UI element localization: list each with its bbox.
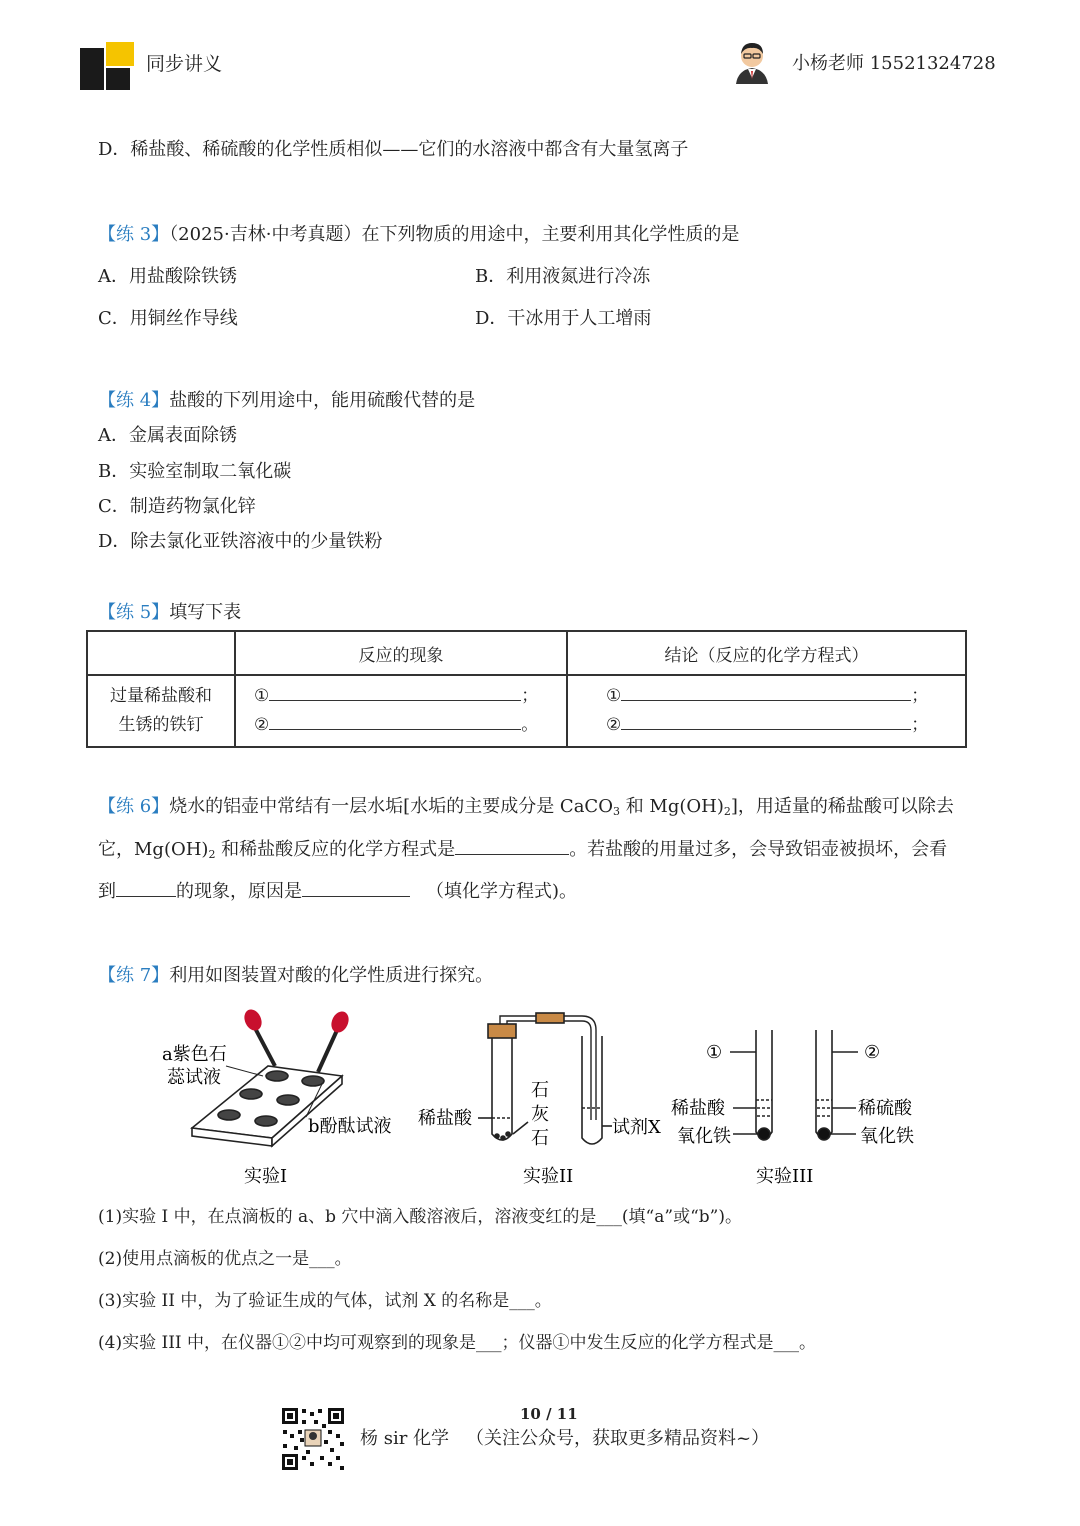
q6-text: 。若盐酸的用量过多，会导致铝壶被损坏，会看 bbox=[569, 839, 948, 860]
label-hcl: 稀盐酸 bbox=[418, 1108, 472, 1129]
q4-option-d: D．除去氯化亚铁溶液中的少量铁粉 bbox=[98, 531, 383, 552]
q7-stem-text: 利用如图装置对酸的化学性质进行探究。 bbox=[169, 965, 494, 986]
q7-sub-1: (1)实验 I 中，在点滴板的 a、b 穴中滴入酸溶液后，溶液变红的是___(填“a”或“b”)。 bbox=[98, 1207, 742, 1227]
q6-line-3 bbox=[98, 880, 577, 903]
q5-mark-2: ② bbox=[606, 715, 622, 735]
q6-line-2 bbox=[98, 838, 947, 866]
q4-stem-text: 盐酸的下列用途中，能用硫酸代替的是 bbox=[169, 390, 476, 411]
label-lime-3: 石 bbox=[531, 1128, 549, 1149]
label-lime-2: 灰 bbox=[531, 1104, 549, 1125]
q6-line-1 bbox=[98, 796, 954, 823]
q6-text: 和稀盐酸反应的化学方程式是 bbox=[215, 839, 456, 860]
dropper-right bbox=[318, 1009, 352, 1072]
q5-mark-1: ① bbox=[606, 686, 622, 706]
prev-option-d: D．稀盐酸、稀硫酸的化学性质相似——它们的水溶液中都含有大量氢离子 bbox=[98, 139, 689, 160]
q6-tag: 【练 6】 bbox=[98, 796, 170, 817]
label-exp2: 实验II bbox=[523, 1166, 574, 1187]
q5-end-3: ； bbox=[911, 686, 929, 706]
q5-end-4: ； bbox=[911, 715, 929, 735]
q5-phenomenon-line-2[interactable] bbox=[254, 711, 565, 740]
avatar bbox=[732, 38, 772, 84]
q4-tag: 【练 4】 bbox=[98, 390, 170, 411]
footer-account: 杨 sir 化学 bbox=[360, 1428, 450, 1449]
q6-text: ]，用适量的稀盐酸可以除去 bbox=[730, 796, 954, 817]
label-reagent-x: 试剂X bbox=[612, 1117, 661, 1138]
q5-row-label-2: 生锈的铁钉 bbox=[118, 715, 204, 735]
q7-sub-2: (2)使用点滴板的优点之一是___。 bbox=[98, 1249, 352, 1269]
q5-tag: 【练 5】 bbox=[98, 602, 170, 623]
q5-stem-text: 填写下表 bbox=[169, 602, 242, 623]
q5-header-conclusion: 结论（反应的化学方程式） bbox=[567, 631, 966, 675]
q4-option-a: A．金属表面除锈 bbox=[98, 425, 237, 446]
q5-conclusion-cell bbox=[567, 675, 966, 747]
subscript: 2 bbox=[208, 848, 216, 861]
footer-promo: （关注公众号，获取更多精品资料~） bbox=[466, 1428, 770, 1449]
label-exp1: 实验I bbox=[244, 1166, 288, 1187]
answer-blank[interactable] bbox=[302, 880, 410, 897]
q3-option-b: B．利用液氮进行冷冻 bbox=[475, 266, 651, 287]
experiment-figure bbox=[0, 1000, 1080, 1195]
q6-text: 到 bbox=[98, 881, 116, 902]
label-circle-1: ① bbox=[706, 1042, 723, 1063]
test-tubes-exp3 bbox=[730, 1030, 858, 1140]
label-fe2o3-1: 氧化铁 bbox=[677, 1126, 731, 1147]
label-a-1: a紫色石 bbox=[162, 1044, 227, 1065]
q6-text: （填化学方程式)。 bbox=[426, 881, 578, 902]
header-title: 同步讲义 bbox=[146, 53, 223, 75]
q3-option-c: C．用铜丝作导线 bbox=[98, 308, 238, 329]
q7-stem bbox=[98, 965, 493, 987]
answer-blank[interactable] bbox=[455, 838, 569, 855]
q5-phenomenon-line-1[interactable] bbox=[254, 682, 565, 711]
q5-row-label-1: 过量稀盐酸和 bbox=[110, 686, 212, 706]
q3-option-a: A．用盐酸除铁锈 bbox=[98, 266, 237, 287]
logo bbox=[80, 42, 136, 92]
label-hcl-2: 稀盐酸 bbox=[671, 1098, 725, 1119]
leader-a bbox=[226, 1066, 263, 1076]
q4-option-b: B．实验室制取二氧化碳 bbox=[98, 461, 292, 482]
q5-phenomenon-cell bbox=[235, 675, 567, 747]
label-lime-1: 石 bbox=[531, 1080, 549, 1101]
answer-blank[interactable] bbox=[269, 713, 521, 730]
label-exp3: 实验III bbox=[756, 1166, 814, 1187]
teacher-contact: 小杨老师 15521324728 bbox=[792, 53, 996, 74]
q5-conclusion-line-2[interactable] bbox=[606, 711, 964, 740]
q5-mark-1: ① bbox=[254, 686, 270, 706]
page-number: 10 / 11 bbox=[520, 1405, 578, 1423]
dropper-left bbox=[241, 1007, 275, 1066]
q5-mark-2: ② bbox=[254, 715, 270, 735]
q3-option-d: D．干冰用于人工增雨 bbox=[475, 308, 652, 329]
label-h2so4: 稀硫酸 bbox=[858, 1098, 912, 1119]
q7-sub-3: (3)实验 II 中，为了验证生成的气体，试剂 X 的名称是___。 bbox=[98, 1291, 552, 1311]
q5-row-label bbox=[87, 675, 235, 747]
q6-text: 的现象，原因是 bbox=[176, 881, 302, 902]
subscript: 2 bbox=[723, 805, 731, 818]
q4-stem bbox=[98, 390, 475, 412]
q5-end-2: 。 bbox=[521, 715, 539, 735]
q3-stem bbox=[98, 224, 739, 246]
label-circle-2: ② bbox=[864, 1042, 881, 1063]
subscript: 3 bbox=[612, 805, 620, 818]
q5-conclusion-line-1[interactable] bbox=[606, 682, 964, 711]
label-b: b酚酞试液 bbox=[308, 1116, 392, 1137]
q7-tag: 【练 7】 bbox=[98, 965, 170, 986]
q4-option-c: C．制造药物氯化锌 bbox=[98, 496, 256, 517]
q5-header-empty bbox=[87, 631, 235, 675]
q3-stem-text: （2025·吉林·中考真题）在下列物质的用途中，主要利用其化学性质的是 bbox=[169, 224, 740, 245]
answer-blank[interactable] bbox=[116, 880, 176, 897]
label-a-2: 蕊试液 bbox=[167, 1067, 221, 1088]
label-fe2o3-2: 氧化铁 bbox=[860, 1126, 914, 1147]
answer-blank[interactable] bbox=[269, 684, 521, 701]
q5-header-phenomenon: 反应的现象 bbox=[235, 631, 567, 675]
q6-text: 它，Mg(OH) bbox=[98, 839, 209, 860]
q5-end-1: ； bbox=[521, 686, 539, 706]
q3-tag: 【练 3】 bbox=[98, 224, 170, 245]
q6-text: 烧水的铝壶中常结有一层水垢[水垢的主要成分是 CaCO bbox=[169, 796, 613, 817]
q7-sub-4: (4)实验 III 中，在仪器①②中均可观察到的现象是___；仪器①中发生反应的化学方程式是___。 bbox=[98, 1333, 817, 1353]
q5-table bbox=[86, 630, 967, 748]
q5-stem bbox=[98, 602, 241, 624]
qr-code bbox=[280, 1406, 346, 1472]
q6-text: 和 Mg(OH) bbox=[619, 796, 724, 817]
answer-blank[interactable] bbox=[621, 713, 911, 730]
answer-blank[interactable] bbox=[621, 684, 911, 701]
